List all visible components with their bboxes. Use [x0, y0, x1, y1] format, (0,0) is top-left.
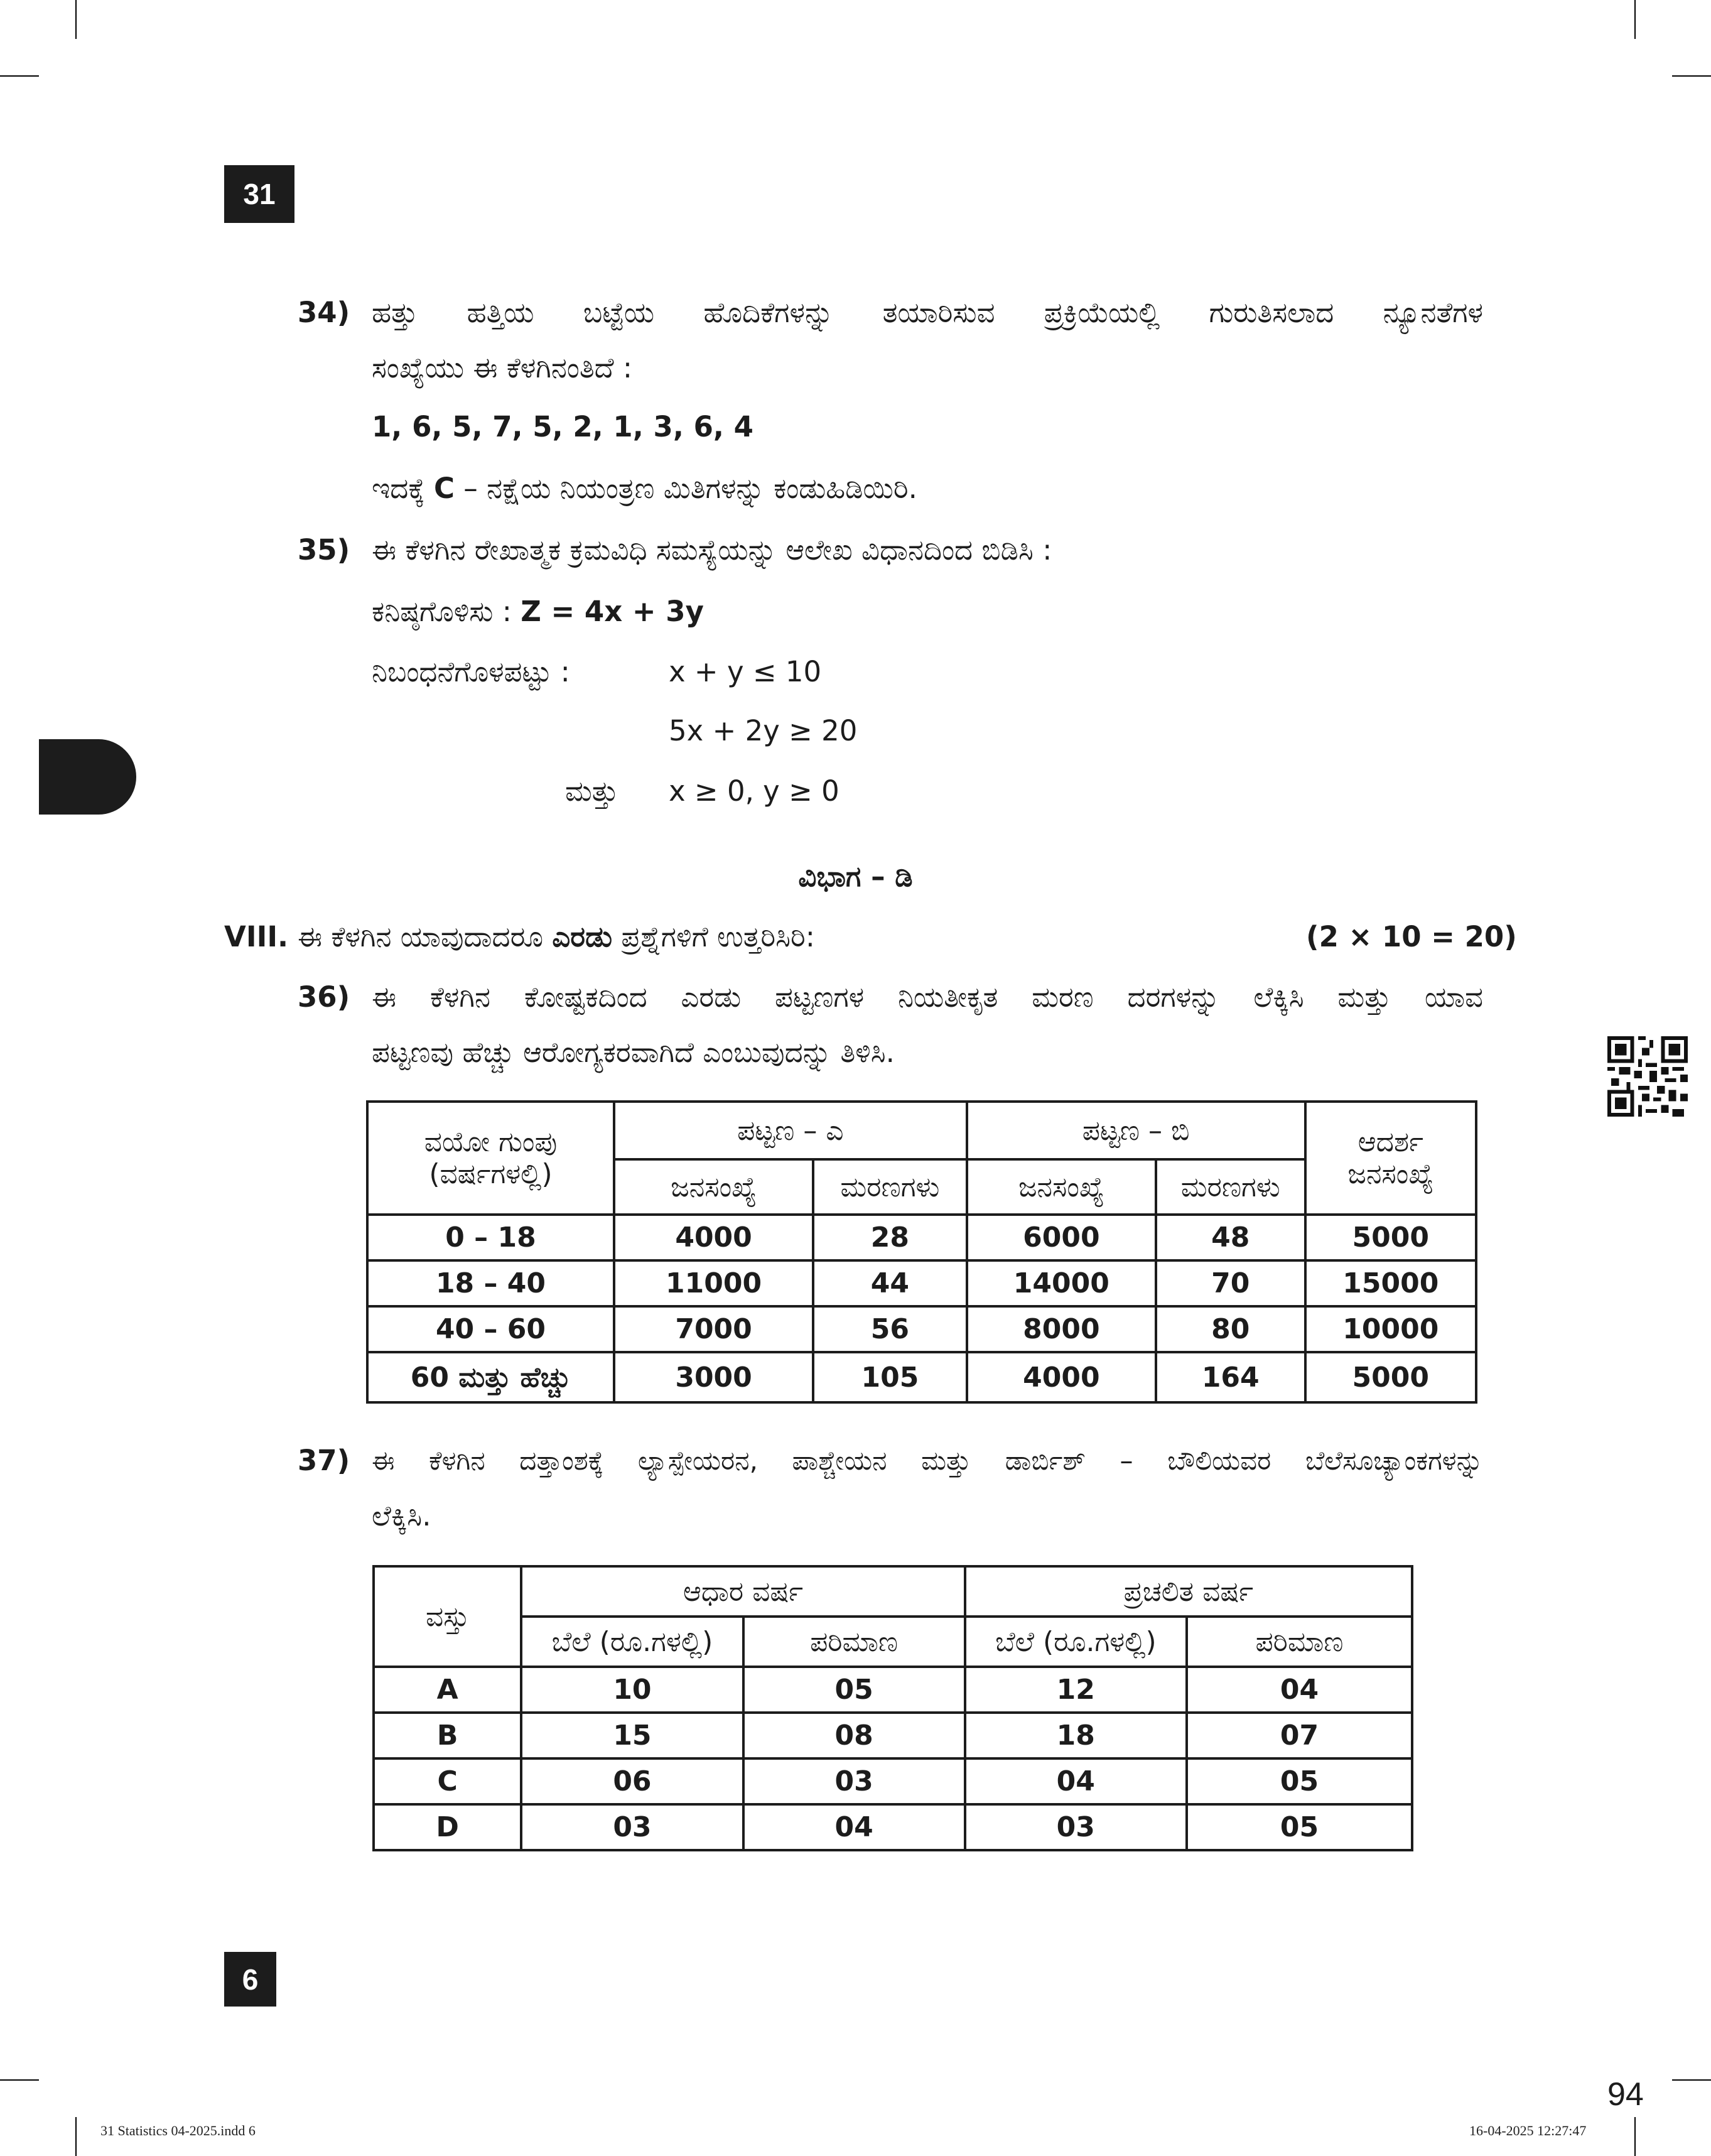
col-header-age-group — [367, 1102, 614, 1215]
objective-expression: Z = 4x + 3y — [521, 595, 704, 628]
table-row — [367, 1352, 1476, 1402]
file-name: 31 Statistics 04-2025.indd 6 — [100, 2123, 256, 2138]
instruction-bold: C — [433, 472, 455, 505]
question-instruction — [372, 470, 917, 507]
marks-allocation: (2 × 10 = 20) — [1306, 920, 1517, 953]
table-cell: 48 — [1156, 1215, 1305, 1260]
data-values: 1, 6, 5, 7, 5, 2, 1, 3, 6, 4 — [372, 410, 753, 443]
table-cell: 60 ಮತ್ತು ಹೆಚ್ಚು — [367, 1352, 614, 1402]
table-cell: 05 — [1187, 1758, 1412, 1804]
table-cell: 14000 — [967, 1260, 1156, 1306]
page-number: 94 — [1607, 2076, 1644, 2113]
table-cell: 0 – 18 — [367, 1215, 614, 1260]
qr-code-icon — [1607, 1036, 1688, 1117]
header-line: ವಯೋ ಗುಂಪು — [424, 1126, 558, 1158]
instruction-text: ಪ್ರಶ್ನೆಗಳಿಗೆ ಉತ್ತರಿಸಿರಿ: — [612, 920, 815, 953]
table-cell: 5000 — [1305, 1352, 1476, 1402]
question-text: ಈ ಕೆಳಗಿನ ಕೋಷ್ಟಕದಿಂದ ಎರಡು ಪಟ್ಟಣಗಳ ನಿಯತೀಕೃತ ಮರಣ ದರಗಳನ್ನು ಲೆಕ್ಕಿಸಿ ಮತ್ತು ಯಾವ — [372, 980, 1483, 1014]
table-row — [374, 1758, 1412, 1804]
print-timestamp: 16-04-2025 12:27:47 — [1469, 2123, 1587, 2138]
col-header-quantity: ಪರಿಮಾಣ — [1187, 1617, 1412, 1667]
question-number: 35) — [298, 533, 350, 566]
table-cell: A — [374, 1667, 521, 1713]
question-number: 36) — [298, 980, 350, 1014]
table-cell: 10000 — [1305, 1306, 1476, 1352]
table-cell: 04 — [1187, 1667, 1412, 1713]
part-number: VIII. — [224, 920, 289, 953]
crop-mark — [1634, 0, 1636, 39]
col-header-deaths: ಮರಣಗಳು — [813, 1159, 967, 1215]
constraint: x + y ≤ 10 — [669, 655, 822, 688]
crop-mark — [1672, 2079, 1711, 2081]
col-header-current-year: ಪ್ರಚಲಿತ ವರ್ಷ — [965, 1566, 1412, 1617]
constraint: 5x + 2y ≥ 20 — [669, 714, 858, 747]
crop-mark — [1672, 75, 1711, 77]
table-cell: 56 — [813, 1306, 967, 1352]
table-cell: 105 — [813, 1352, 967, 1402]
table-cell: 18 – 40 — [367, 1260, 614, 1306]
crop-mark — [0, 2079, 39, 2081]
question-text: ಪಟ್ಟಣವು ಹೆಚ್ಚು ಆರೋಗ್ಯಕರವಾಗಿದೆ ಎಂಬುವುದನ್ನು ತಿಳಿಸಿ. — [372, 1036, 895, 1069]
table-cell: 07 — [1187, 1713, 1412, 1758]
exam-code-badge: 31 — [224, 165, 294, 223]
table-cell: 80 — [1156, 1306, 1305, 1352]
header-line: (ವರ್ಷಗಳಲ್ಲಿ) — [429, 1158, 553, 1190]
question-text: ಲೆಕ್ಕಿಸಿ. — [372, 1499, 431, 1532]
instruction-text: ಇದಕ್ಕೆ — [372, 472, 434, 505]
table-row — [367, 1215, 1476, 1260]
table-cell: 03 — [521, 1804, 743, 1850]
table-cell: 6000 — [967, 1215, 1156, 1260]
table-cell: 164 — [1156, 1352, 1305, 1402]
table-cell: 03 — [965, 1804, 1187, 1850]
and-label: ಮತ್ತು — [565, 774, 618, 808]
instruction-text: ಈ ಕೆಳಗಿನ ಯಾವುದಾದರೂ — [298, 920, 553, 953]
question-text: ಈ ಕೆಳಗಿನ ದತ್ತಾಂಶಕ್ಕೆ ಲ್ಯಾಸ್ಪೇಯರನ, ಪಾಶ್ಚೇಯನ ಮತ್ತು ಡಾರ್ಬಿಶ್ – ಬೌಲಿಯವರ ಬೆಲೆಸೂಚ್ಯಾಂಕಗಳನ್ನು — [372, 1445, 1483, 1476]
side-thumb-tab — [39, 739, 136, 815]
price-index-table — [372, 1565, 1413, 1851]
table-cell: 11000 — [614, 1260, 813, 1306]
objective-function — [372, 593, 704, 631]
instruction-bold: ಎರಡು — [552, 920, 613, 953]
table-cell: 8000 — [967, 1306, 1156, 1352]
col-header-town-a: ಪಟ್ಟಣ – ಎ — [614, 1102, 967, 1159]
header-line: ಜನಸಂಖ್ಯೆ — [1347, 1158, 1434, 1190]
header-line: ಆದರ್ಶ — [1357, 1126, 1423, 1158]
table-cell: 5000 — [1305, 1215, 1476, 1260]
table-cell: 05 — [743, 1667, 965, 1713]
col-header-item: ವಸ್ತು — [374, 1566, 521, 1667]
table-cell: 08 — [743, 1713, 965, 1758]
table-cell: 05 — [1187, 1804, 1412, 1850]
table-row — [367, 1260, 1476, 1306]
table-cell: 04 — [743, 1804, 965, 1850]
question-number: 34) — [298, 296, 350, 329]
table-cell: 15 — [521, 1713, 743, 1758]
table-cell: B — [374, 1713, 521, 1758]
question-text: ಹತ್ತು ಹತ್ತಿಯ ಬಟ್ಟೆಯ ಹೊದಿಕೆಗಳನ್ನು ತಯಾರಿಸುವ ಪ್ರಕ್ರಿಯೆಯಲ್ಲಿ ಗುರುತಿಸಲಾದ ನ್ಯೂನತೆಗಳ — [372, 296, 1483, 329]
crop-mark — [0, 75, 39, 77]
col-header-population: ಜನಸಂಖ್ಯೆ — [967, 1159, 1156, 1215]
death-rate-table — [366, 1100, 1477, 1404]
table-cell: 40 – 60 — [367, 1306, 614, 1352]
part-instruction — [298, 918, 815, 956]
col-header-population: ಜನಸಂಖ್ಯೆ — [614, 1159, 813, 1215]
col-header-deaths: ಮರಣಗಳು — [1156, 1159, 1305, 1215]
section-title: ವಿಭಾಗ – ಡಿ — [798, 860, 913, 893]
table-cell: D — [374, 1804, 521, 1850]
table-row — [367, 1306, 1476, 1352]
table-cell: 4000 — [614, 1215, 813, 1260]
table-cell: 4000 — [967, 1352, 1156, 1402]
table-cell: 03 — [743, 1758, 965, 1804]
table-cell: 04 — [965, 1758, 1187, 1804]
col-header-price: ಬೆಲೆ (ರೂ.ಗಳಲ್ಲಿ) — [521, 1617, 743, 1667]
col-header-standard-population — [1305, 1102, 1476, 1215]
crop-mark — [1634, 2117, 1636, 2156]
table-cell: 18 — [965, 1713, 1187, 1758]
table-cell: 44 — [813, 1260, 967, 1306]
col-header-base-year: ಆಧಾರ ವರ್ಷ — [521, 1566, 964, 1617]
instruction-text: – ನಕ್ಷೆಯ ನಿಯಂತ್ರಣ ಮಿತಿಗಳನ್ನು ಕಂಡುಹಿಡಿಯಿರಿ. — [454, 472, 917, 505]
crop-mark — [75, 2117, 77, 2156]
question-number: 37) — [298, 1444, 350, 1477]
table-cell: 10 — [521, 1667, 743, 1713]
table-cell: 15000 — [1305, 1260, 1476, 1306]
question-text: ಸಂಖ್ಯೆಯು ಈ ಕೆಳಗಿನಂತಿದೆ : — [372, 351, 633, 384]
table-cell: 12 — [965, 1667, 1187, 1713]
table-cell: 3000 — [614, 1352, 813, 1402]
table-cell: 70 — [1156, 1260, 1305, 1306]
table-row — [374, 1667, 1412, 1713]
crop-mark — [75, 0, 77, 39]
page-box-number: 6 — [224, 1952, 276, 2007]
constraint: x ≥ 0, y ≥ 0 — [669, 774, 839, 808]
table-cell: C — [374, 1758, 521, 1804]
col-header-price: ಬೆಲೆ (ರೂ.ಗಳಲ್ಲಿ) — [965, 1617, 1187, 1667]
table-cell: 28 — [813, 1215, 967, 1260]
table-cell: 7000 — [614, 1306, 813, 1352]
col-header-town-b: ಪಟ್ಟಣ – ಬಿ — [967, 1102, 1305, 1159]
table-row — [374, 1713, 1412, 1758]
question-text: ಈ ಕೆಳಗಿನ ರೇಖಾತ್ಮಕ ಕ್ರಮವಿಧಿ ಸಮಸ್ಯೆಯನ್ನು ಆಲೇಖ ವಿಧಾನದಿಂದ ಬಿಡಿಸಿ : — [372, 533, 1052, 566]
subject-to-label: ನಿಬಂಧನೆಗೊಳಪಟ್ಟು : — [372, 655, 570, 688]
table-row — [374, 1804, 1412, 1850]
objective-label: ಕನಿಷ್ಠಗೊಳಿಸು : — [372, 595, 521, 628]
col-header-quantity: ಪರಿಮಾಣ — [743, 1617, 965, 1667]
table-cell: 06 — [521, 1758, 743, 1804]
